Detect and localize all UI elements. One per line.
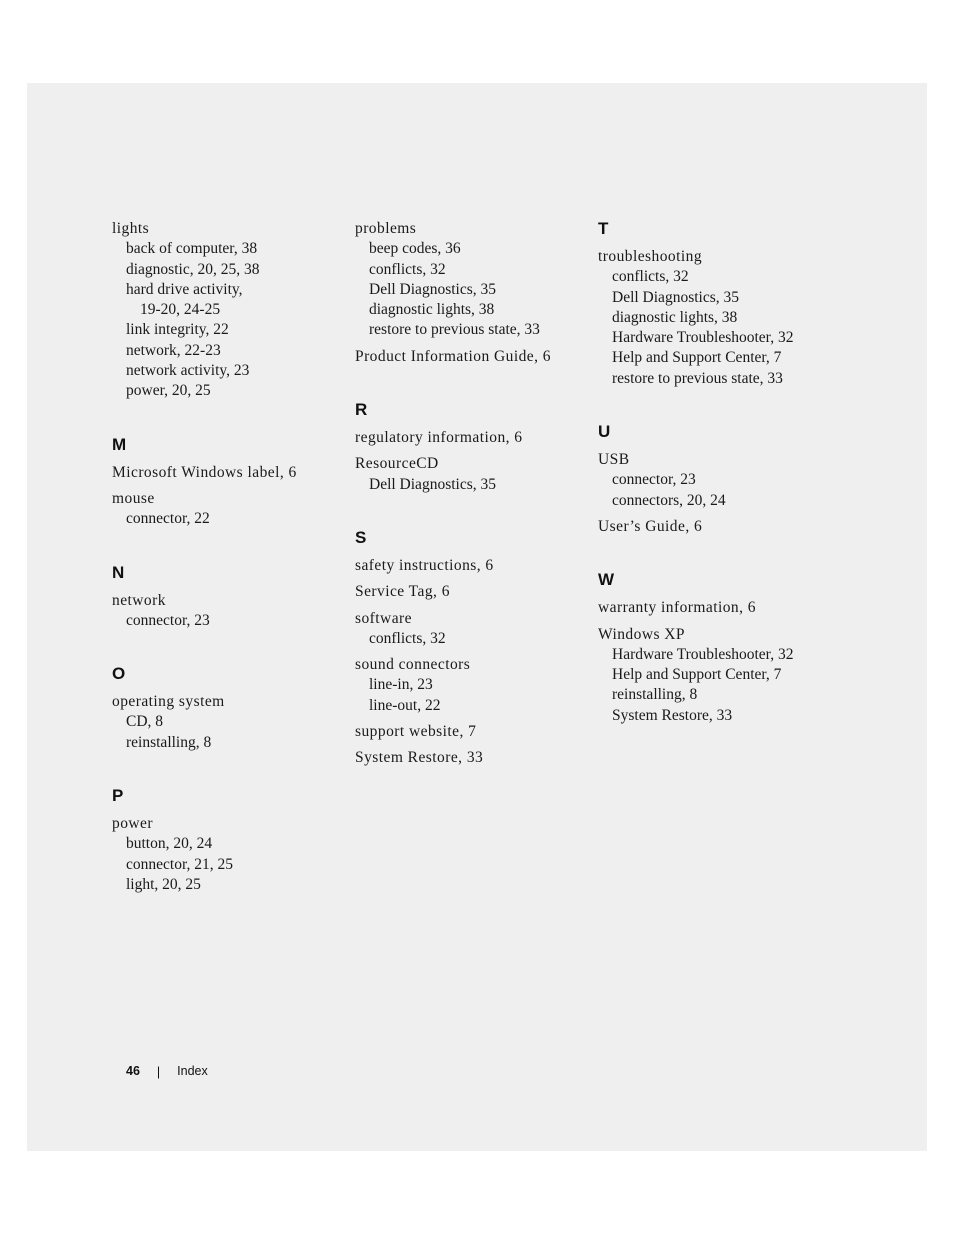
section-letter: N xyxy=(112,562,125,582)
index-subentry: beep codes, 36 xyxy=(369,240,461,258)
section-gap xyxy=(355,373,590,400)
index-subentry: diagnostic lights, 38 xyxy=(369,301,495,319)
index-subentry: CD, 8 xyxy=(126,713,164,731)
index-entry xyxy=(112,814,347,895)
index-subentry-continuation: 19-20, 24-25 xyxy=(140,301,221,319)
index-subentry: Hardware Troubleshooter, 32 xyxy=(612,329,794,347)
index-subentry: network, 22-23 xyxy=(126,341,221,359)
index-subentry: connectors, 20, 24 xyxy=(612,491,726,509)
index-term: Windows XP xyxy=(598,625,685,643)
index-term: System Restore, 33 xyxy=(355,749,484,767)
index-subentry: diagnostic lights, 38 xyxy=(612,308,738,326)
index-term: Microsoft Windows label, 6 xyxy=(112,463,297,481)
section-letter: O xyxy=(112,664,126,684)
footer-separator: | xyxy=(156,1065,161,1079)
index-subentry: connector, 22 xyxy=(126,510,210,528)
index-term: USB xyxy=(598,451,630,469)
index-subentry: line-in, 23 xyxy=(369,676,433,694)
index-term: power xyxy=(112,815,153,833)
index-entry xyxy=(598,247,833,389)
index-term: troubleshooting xyxy=(598,248,703,265)
index-entry xyxy=(598,598,833,618)
index-subentry: conflicts, 32 xyxy=(612,268,689,286)
index-subentry: Dell Diagnostics, 35 xyxy=(369,280,496,298)
section-gap xyxy=(112,759,347,786)
page-footer xyxy=(126,1064,208,1078)
index-subentry: hard drive activity, xyxy=(126,280,243,298)
index-term: warranty information, 6 xyxy=(598,599,756,617)
index-subentry: line-out, 22 xyxy=(369,696,441,714)
section-letter: W xyxy=(598,570,615,590)
section-letter: R xyxy=(355,400,368,420)
index-entry xyxy=(355,748,590,768)
index-entry xyxy=(355,582,590,602)
section-gap xyxy=(598,543,833,570)
section-gap xyxy=(112,536,347,563)
document-page xyxy=(27,83,927,1151)
index-entry xyxy=(355,347,590,367)
index-entry xyxy=(598,517,833,537)
section-letter: T xyxy=(598,219,609,238)
index-entry xyxy=(355,219,590,341)
index-entry xyxy=(112,463,347,483)
index-subentry: reinstalling, 8 xyxy=(612,686,698,704)
index-term: lights xyxy=(112,220,150,237)
index-term: User’s Guide, 6 xyxy=(598,517,703,535)
section-letter: P xyxy=(112,786,124,806)
index-entry xyxy=(355,722,590,742)
section-gap xyxy=(112,637,347,664)
index-column-3 xyxy=(598,219,833,732)
index-subentry: Dell Diagnostics, 35 xyxy=(612,288,739,306)
index-subentry: connector, 23 xyxy=(612,471,696,489)
index-subentry: connector, 23 xyxy=(126,611,210,629)
index-term: safety instructions, 6 xyxy=(355,556,494,574)
index-subentry: restore to previous state, 33 xyxy=(612,369,783,387)
index-entry xyxy=(355,454,590,495)
index-subentry: back of computer, 38 xyxy=(126,240,258,258)
index-entry xyxy=(355,428,590,448)
index-subentry: restore to previous state, 33 xyxy=(369,321,540,339)
index-entry xyxy=(112,692,347,753)
index-subentry: Help and Support Center, 7 xyxy=(612,349,782,367)
index-term: Service Tag, 6 xyxy=(355,583,450,601)
section-letter: S xyxy=(355,527,367,547)
index-subentry: System Restore, 33 xyxy=(612,706,733,724)
index-entry xyxy=(355,609,590,650)
index-term: mouse xyxy=(112,489,155,507)
index-entry xyxy=(112,591,347,632)
section-gap xyxy=(112,408,347,435)
index-term: network xyxy=(112,591,166,609)
index-subentry: Dell Diagnostics, 35 xyxy=(369,475,496,493)
index-subentry: light, 20, 25 xyxy=(126,875,201,893)
index-term: regulatory information, 6 xyxy=(355,429,523,447)
section-letter: U xyxy=(598,422,611,442)
index-term: ResourceCD xyxy=(355,455,439,473)
index-entry xyxy=(112,219,347,402)
index-subentry: conflicts, 32 xyxy=(369,629,446,647)
index-column-2 xyxy=(355,219,590,775)
index-entry xyxy=(355,655,590,716)
index-entry xyxy=(355,556,590,576)
section-gap xyxy=(598,395,833,422)
index-subentry: connector, 21, 25 xyxy=(126,855,233,873)
index-term: operating system xyxy=(112,693,225,711)
index-subentry: power, 20, 25 xyxy=(126,382,211,400)
index-term: software xyxy=(355,609,412,627)
index-term: sound connectors xyxy=(355,656,471,674)
index-subentry: button, 20, 24 xyxy=(126,835,213,853)
index-entry xyxy=(112,489,347,530)
page-number: 46 xyxy=(126,1064,140,1078)
index-subentry: conflicts, 32 xyxy=(369,260,446,278)
index-column-1 xyxy=(112,219,347,901)
index-subentry: network activity, 23 xyxy=(126,362,250,380)
section-gap xyxy=(355,501,590,528)
index-entry xyxy=(598,625,833,726)
index-entry xyxy=(598,450,833,511)
index-term: Product Information Guide, 6 xyxy=(355,347,551,365)
index-term: support website, 7 xyxy=(355,723,477,741)
index-subentry: Help and Support Center, 7 xyxy=(612,666,782,684)
index-term: problems xyxy=(355,220,417,237)
index-subentry: diagnostic, 20, 25, 38 xyxy=(126,260,260,278)
footer-section-title: Index xyxy=(177,1064,208,1078)
section-letter: M xyxy=(112,434,127,454)
index-subentry: Hardware Troubleshooter, 32 xyxy=(612,645,794,663)
index-subentry: reinstalling, 8 xyxy=(126,733,212,751)
index-subentry: link integrity, 22 xyxy=(126,321,229,339)
